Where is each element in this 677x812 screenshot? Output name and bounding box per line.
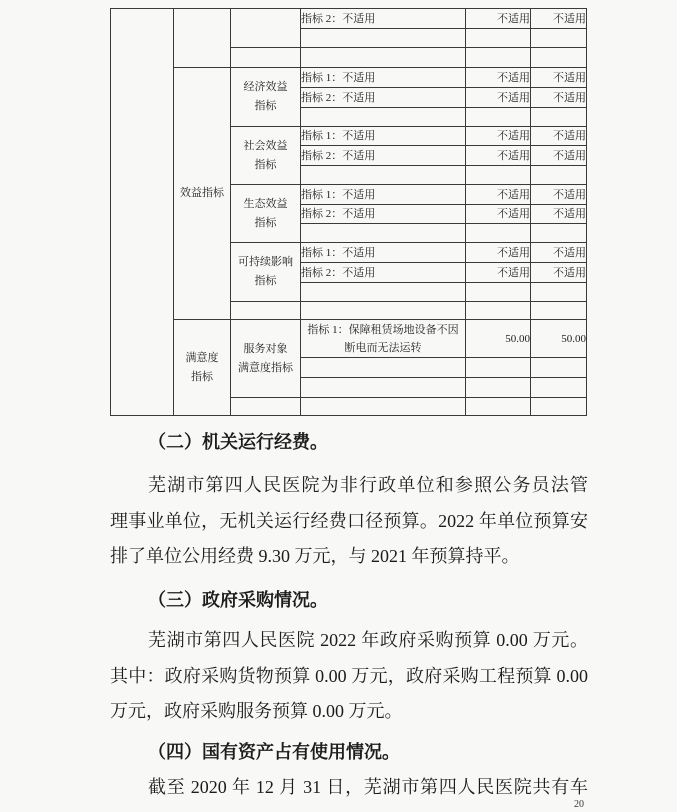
indicator-cell: 指标 1：不适用 xyxy=(301,185,466,205)
empty-cell xyxy=(466,302,531,320)
value-cell: 不适用 xyxy=(466,205,531,224)
category-cell-satisfaction: 满意度 指标 xyxy=(174,320,231,416)
empty-cell xyxy=(531,398,587,416)
section-heading: （三）政府采购情况。 xyxy=(148,590,328,610)
paragraph xyxy=(110,770,588,806)
paragraph-line: 截至 2020 年 12 月 31 日，芜湖市第四人民医院共有车 xyxy=(148,777,588,797)
empty-cell xyxy=(301,166,466,185)
empty-cell xyxy=(531,48,587,68)
empty-cell xyxy=(531,29,587,48)
paragraph-line: 芜湖市第四人民医院 2022 年政府采购预算 0.00 万元。 xyxy=(148,630,588,650)
value-cell: 不适用 xyxy=(466,127,531,146)
empty-cell xyxy=(231,398,301,416)
empty-cell xyxy=(531,166,587,185)
empty-cell xyxy=(531,224,587,243)
empty-cell xyxy=(301,378,466,398)
value-cell: 不适用 xyxy=(466,88,531,108)
paragraph-line: 理事业单位，无机关运行经费口径预算。2022 年单位预算安 xyxy=(110,510,588,531)
indicator-cell: 指标 1：不适用 xyxy=(301,243,466,263)
table-row xyxy=(111,320,587,358)
empty-cell xyxy=(531,108,587,127)
subcategory-cell-economic: 经济效益 指标 xyxy=(231,68,301,127)
empty-cell xyxy=(466,283,531,302)
empty-cell xyxy=(301,108,466,127)
indicator-cell: 指标 2：不适用 xyxy=(301,263,466,283)
indicator-cell: 指标 1：不适用 xyxy=(301,127,466,146)
indicator-cell: 指标 2：不适用 xyxy=(301,146,466,166)
subcategory-cell-sustainability: 可持续影响 指标 xyxy=(231,243,301,302)
value-cell: 不适用 xyxy=(531,68,587,88)
empty-cell xyxy=(231,48,301,68)
empty-cell xyxy=(466,358,531,378)
value-cell: 不适用 xyxy=(466,185,531,205)
page-number: 20 xyxy=(574,799,584,810)
indicator-cell: 指标 2：不适用 xyxy=(301,9,466,29)
empty-cell xyxy=(301,358,466,378)
paragraph-line: 万元，政府采购服务预算 0.00 万元。 xyxy=(110,701,403,721)
empty-cell xyxy=(301,302,466,320)
value-cell: 不适用 xyxy=(466,243,531,263)
value-cell: 不适用 xyxy=(466,263,531,283)
empty-cell xyxy=(466,166,531,185)
value-cell: 不适用 xyxy=(466,146,531,166)
empty-cell xyxy=(531,302,587,320)
performance-indicator-table xyxy=(110,8,587,416)
empty-cell xyxy=(531,283,587,302)
indicator-cell: 指标 1：保障租赁场地设备不因 断电而无法运转 xyxy=(301,320,466,358)
empty-cell xyxy=(466,398,531,416)
subcategory-cell-social: 社会效益 指标 xyxy=(231,127,301,185)
value-cell: 不适用 xyxy=(466,9,531,29)
value-cell: 不适用 xyxy=(531,205,587,224)
empty-cell xyxy=(466,29,531,48)
empty-cell xyxy=(531,358,587,378)
empty-cell xyxy=(466,48,531,68)
value-cell: 不适用 xyxy=(531,185,587,205)
paragraph xyxy=(110,623,588,730)
value-cell: 不适用 xyxy=(531,88,587,108)
empty-cell xyxy=(466,224,531,243)
value-cell: 不适用 xyxy=(531,263,587,283)
value-cell: 50.00 xyxy=(466,320,531,358)
section-heading: （四）国有资产占有使用情况。 xyxy=(148,742,400,762)
subcategory-cell-ecological: 生态效益 指标 xyxy=(231,185,301,243)
empty-cell xyxy=(301,398,466,416)
value-cell: 不适用 xyxy=(466,68,531,88)
paragraph xyxy=(110,468,588,575)
paragraph-line: 排了单位公用经费 9.30 万元，与 2021 年预算持平。 xyxy=(110,546,520,566)
empty-cell xyxy=(531,378,587,398)
section-heading: （二）机关运行经费。 xyxy=(148,432,328,452)
indicator-cell: 指标 1：不适用 xyxy=(301,68,466,88)
paragraph-line: 其中：政府采购货物预算 0.00 万元，政府采购工程预算 0.00 xyxy=(110,665,588,686)
empty-cell xyxy=(466,378,531,398)
value-cell: 不适用 xyxy=(531,9,587,29)
empty-cell xyxy=(301,48,466,68)
paragraph-line: 芜湖市第四人民医院为非行政单位和参照公务员法管 xyxy=(148,475,588,495)
indicator-cell: 指标 2：不适用 xyxy=(301,205,466,224)
value-cell: 不适用 xyxy=(531,127,587,146)
merged-category-cell xyxy=(174,9,231,68)
empty-cell xyxy=(301,29,466,48)
table-row xyxy=(111,9,587,29)
indicator-cell: 指标 2：不适用 xyxy=(301,88,466,108)
value-cell: 不适用 xyxy=(531,146,587,166)
merged-first-column-cell xyxy=(111,9,174,416)
empty-cell xyxy=(301,283,466,302)
empty-cell xyxy=(301,224,466,243)
value-cell: 不适用 xyxy=(531,243,587,263)
subcategory-cell-service-satisfaction: 服务对象 满意度指标 xyxy=(231,320,301,398)
empty-cell xyxy=(231,302,301,320)
merged-subcategory-cell xyxy=(231,9,301,48)
table-row xyxy=(111,68,587,88)
empty-cell xyxy=(466,108,531,127)
value-cell: 50.00 xyxy=(531,320,587,358)
category-cell-benefit: 效益指标 xyxy=(174,68,231,320)
